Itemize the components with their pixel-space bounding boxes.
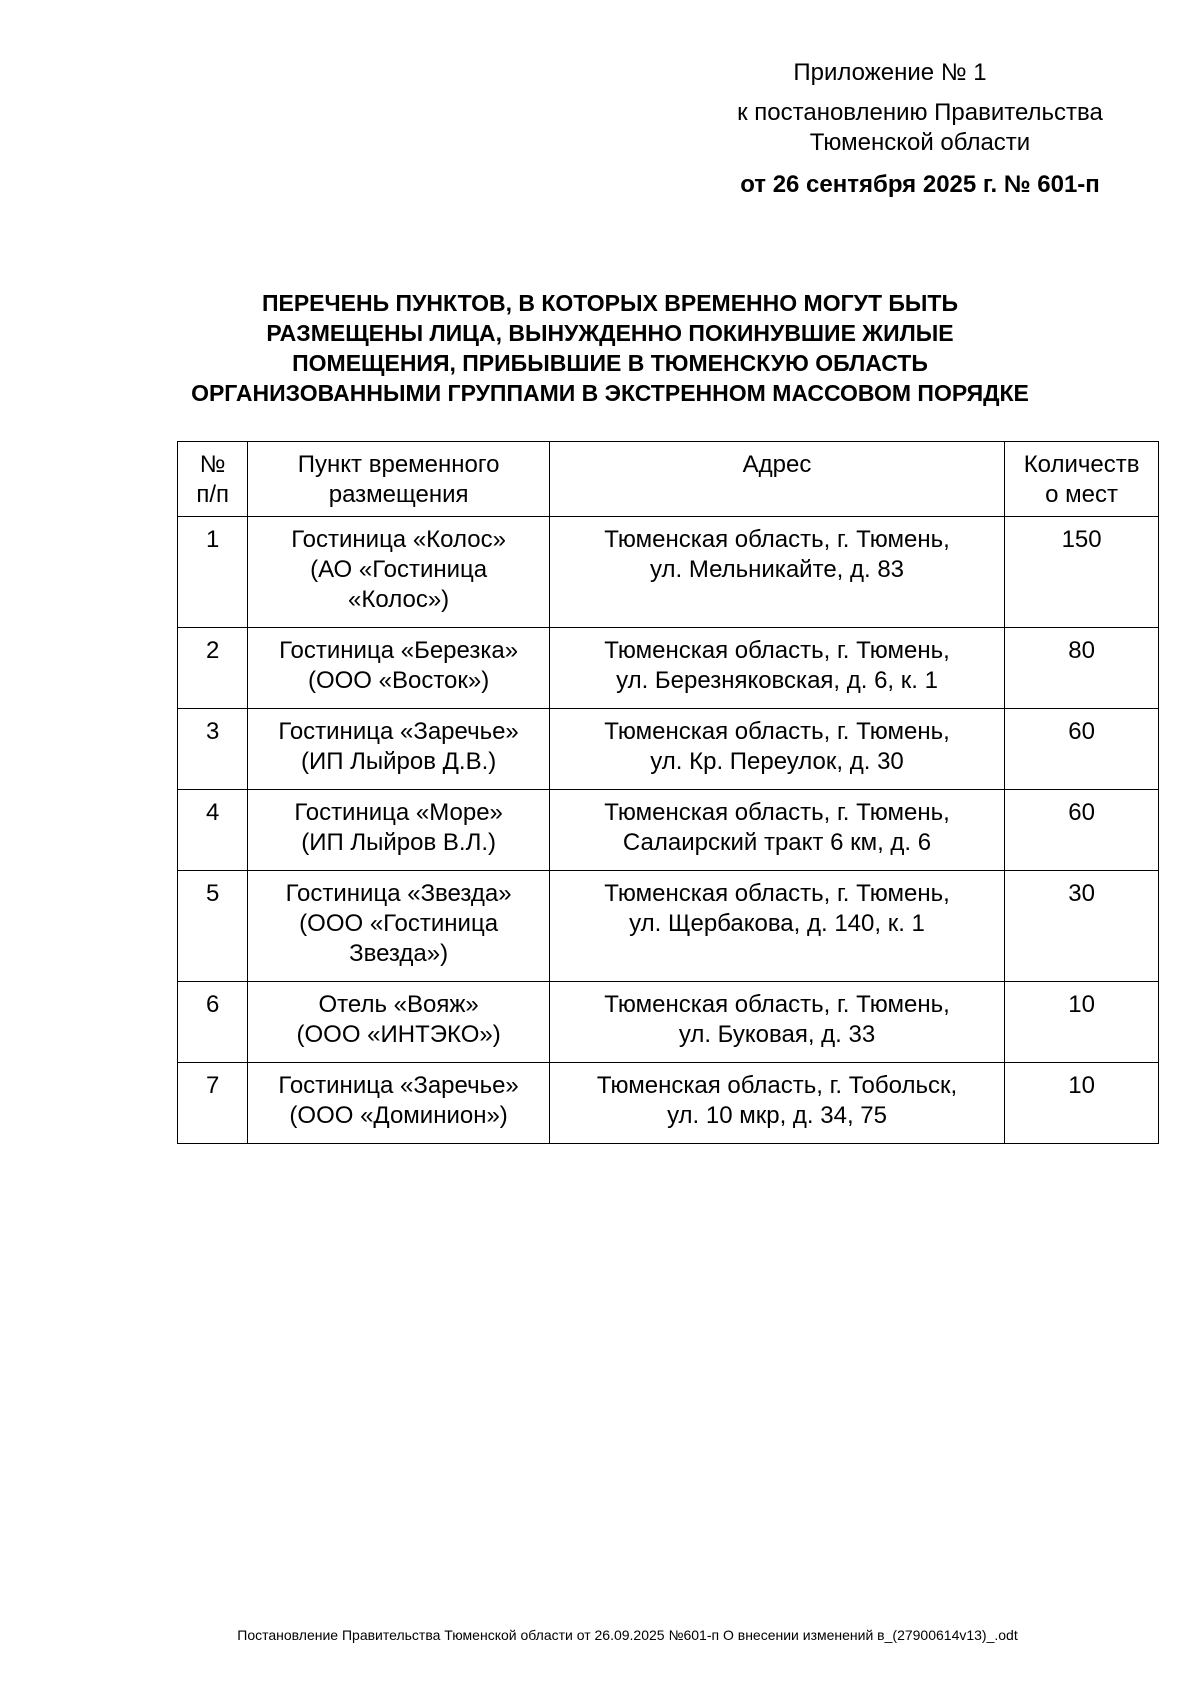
document-title — [160, 288, 1060, 408]
cell-place: Отель «Вояж» (ООО «ИНТЭКО») — [248, 982, 550, 1063]
cell-number: 5 — [178, 871, 248, 982]
cell-places: 10 — [1005, 1063, 1159, 1144]
cell-place: Гостиница «Заречье» (ООО «Доминион») — [248, 1063, 550, 1144]
table-row — [178, 871, 1159, 982]
cell-address: Тюменская область, г. Тюмень, ул. Буковая, д. 33 — [549, 982, 1004, 1063]
cell-address: Тюменская область, г. Тобольск, ул. 10 мкр, д. 34, 75 — [549, 1063, 1004, 1144]
cell-place: Гостиница «Колос» (АО «Гостиница «Колос») — [248, 517, 550, 628]
cell-number: 6 — [178, 982, 248, 1063]
cell-places: 10 — [1005, 982, 1159, 1063]
cell-place: Гостиница «Звезда» (ООО «Гостиница Звезда») — [248, 871, 550, 982]
appendix-reference: к постановлению Правительства — [737, 99, 1103, 126]
placement-table — [177, 441, 1159, 1144]
appendix-region: Тюменской области — [809, 129, 1031, 156]
cell-places: 80 — [1005, 628, 1159, 709]
table-row — [178, 1063, 1159, 1144]
cell-address: Тюменская область, г. Тюмень, Салаирский тракт 6 км, д. 6 — [549, 790, 1004, 871]
table-row — [178, 790, 1159, 871]
title-line: ПОМЕЩЕНИЯ, ПРИБЫВШИЕ В ТЮМЕНСКУЮ ОБЛАСТЬ — [292, 350, 928, 376]
cell-address: Тюменская область, г. Тюмень, ул. Мельникайте, д. 83 — [549, 517, 1004, 628]
cell-place: Гостиница «Березка» (ООО «Восток») — [248, 628, 550, 709]
cell-number: 3 — [178, 709, 248, 790]
cell-places: 30 — [1005, 871, 1159, 982]
header-place: Пункт временного размещения — [248, 442, 550, 517]
table-row — [178, 982, 1159, 1063]
table-row — [178, 709, 1159, 790]
header-number: № п/п — [178, 442, 248, 517]
cell-number: 1 — [178, 517, 248, 628]
table-row — [178, 517, 1159, 628]
header-places-count: Количеств о мест — [1005, 442, 1159, 517]
header-address: Адрес — [549, 442, 1004, 517]
cell-address: Тюменская область, г. Тюмень, ул. Березняковская, д. 6, к. 1 — [549, 628, 1004, 709]
cell-places: 60 — [1005, 709, 1159, 790]
table-header-row — [178, 442, 1159, 517]
title-line: ПЕРЕЧЕНЬ ПУНКТОВ, В КОТОРЫХ ВРЕМЕННО МОГУТ БЫТЬ — [261, 290, 959, 316]
appendix-header — [700, 58, 1140, 200]
cell-place: Гостиница «Заречье» (ИП Лыйров Д.В.) — [248, 709, 550, 790]
appendix-number: Приложение № 1 — [793, 59, 987, 86]
title-line: РАЗМЕЩЕНЫ ЛИЦА, ВЫНУЖДЕННО ПОКИНУВШИЕ ЖИЛЫЕ — [266, 320, 954, 346]
cell-place: Гостиница «Море» (ИП Лыйров В.Л.) — [248, 790, 550, 871]
appendix-date: от 26 сентября 2025 г. № 601-п — [740, 171, 1100, 198]
cell-number: 4 — [178, 790, 248, 871]
cell-places: 150 — [1005, 517, 1159, 628]
cell-address: Тюменская область, г. Тюмень, ул. Кр. Переулок, д. 30 — [549, 709, 1004, 790]
cell-number: 2 — [178, 628, 248, 709]
cell-places: 60 — [1005, 790, 1159, 871]
document-footer: Постановление Правительства Тюменской области от 26.09.2025 №601-п О внесении изменений в_(27900614v13)_.odt — [237, 1627, 1018, 1643]
title-line: ОРГАНИЗОВАННЫМИ ГРУППАМИ В ЭКСТРЕННОМ МАССОВОМ ПОРЯДКЕ — [191, 380, 1029, 406]
cell-address: Тюменская область, г. Тюмень, ул. Щербакова, д. 140, к. 1 — [549, 871, 1004, 982]
table-row — [178, 628, 1159, 709]
cell-number: 7 — [178, 1063, 248, 1144]
